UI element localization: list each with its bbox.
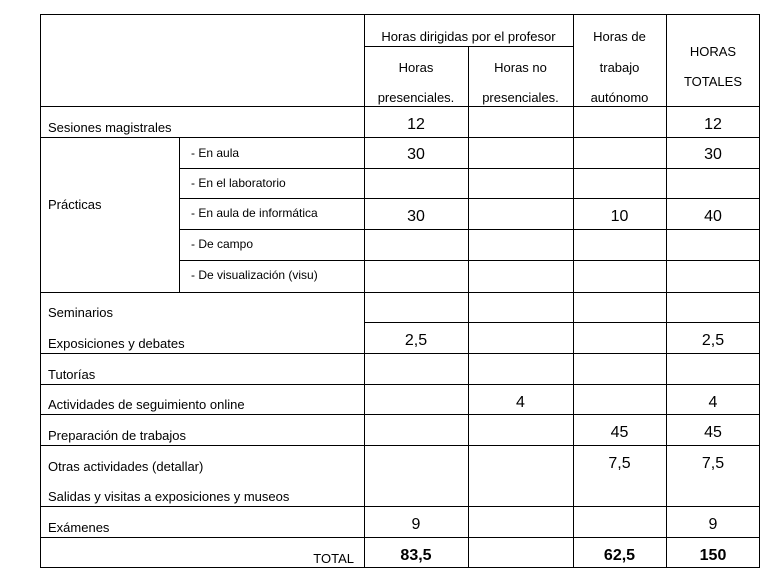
cell-exposiciones-presenciales: 2,5 (404, 332, 428, 349)
row-label-otras: Otras actividades (detallar) (48, 459, 204, 474)
cell-informatica-presenciales: 30 (407, 208, 425, 225)
header-autonomo-3: autónomo (590, 90, 649, 105)
header-presenciales-2: presenciales. (377, 90, 455, 105)
header-autonomo-2: trabajo (599, 60, 640, 75)
row-detail-otras: Salidas y visitas a exposiciones y museos (48, 489, 290, 504)
header-autonomo-1: Horas de (593, 29, 646, 44)
cell-sesiones-presenciales: 12 (407, 116, 425, 133)
cell-informatica-totales: 40 (704, 208, 722, 225)
header-group-label: Horas dirigidas por el profesor (381, 29, 556, 44)
sub-label-en-aula: - En aula (191, 146, 240, 160)
sub-label-laboratorio: - En el laboratorio (191, 176, 286, 190)
row-label-sesiones: Sesiones magistrales (48, 120, 172, 135)
cell-examenes-totales: 9 (708, 516, 718, 533)
cell-en-aula-totales: 30 (704, 146, 722, 163)
row-label-seminarios: Seminarios (48, 305, 114, 320)
cell-examenes-presenciales: 9 (411, 516, 421, 533)
header-presenciales-1: Horas (398, 60, 434, 75)
row-label-online: Actividades de seguimiento online (48, 397, 245, 412)
sub-label-visualizacion: - De visualización (visu) (191, 268, 318, 282)
cell-online-totales: 4 (708, 394, 718, 411)
header-totales-1: HORAS (689, 44, 737, 59)
header-no-presenciales-1: Horas no (494, 60, 547, 75)
row-label-tutorias: Tutorías (48, 367, 96, 382)
cell-informatica-autonomo: 10 (610, 208, 629, 225)
row-label-practicas: Prácticas (48, 197, 102, 212)
cell-sesiones-totales: 12 (704, 116, 722, 133)
row-label-trabajos: Preparación de trabajos (48, 428, 187, 443)
cell-otras-autonomo: 7,5 (608, 455, 631, 472)
cell-total-totales: 150 (699, 547, 727, 564)
header-no-presenciales-2: presenciales. (482, 90, 559, 105)
cell-exposiciones-totales: 2,5 (701, 332, 725, 349)
cell-otras-totales: 7,5 (701, 455, 725, 472)
row-label-total: TOTAL (313, 551, 354, 566)
cell-en-aula-presenciales: 30 (407, 146, 425, 163)
header-totales-2: TOTALES (683, 74, 743, 89)
cell-trabajos-totales: 45 (704, 424, 722, 441)
sub-label-informatica: - En aula de informática (191, 206, 318, 220)
row-label-examenes: Exámenes (48, 520, 110, 535)
cell-total-autonomo: 62,5 (603, 547, 636, 564)
row-label-exposiciones: Exposiciones y debates (48, 336, 185, 351)
cell-total-presenciales: 83,5 (400, 547, 432, 564)
sub-label-campo: - De campo (191, 237, 254, 251)
cell-online-no-presenciales: 4 (516, 394, 525, 411)
cell-trabajos-autonomo: 45 (610, 424, 629, 441)
